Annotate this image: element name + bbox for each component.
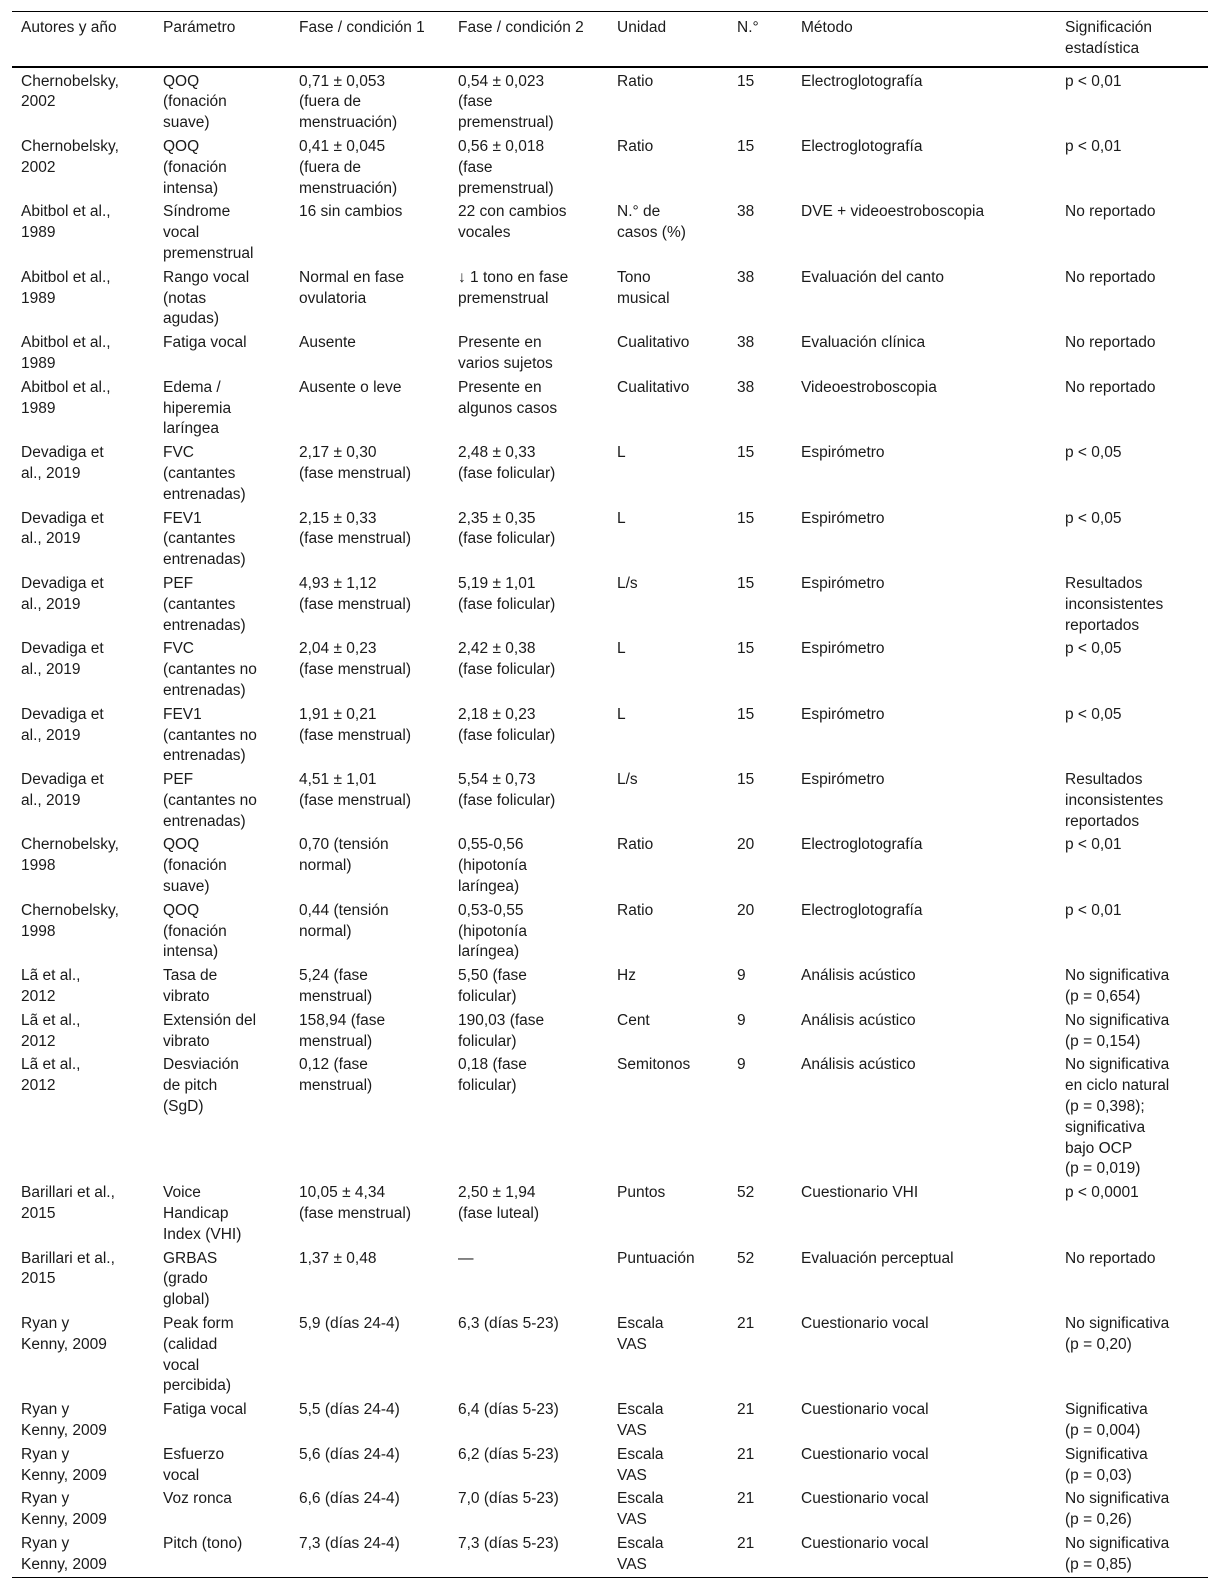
cell-parameter: Esfuerzo vocal [163,1445,225,1484]
cell-unit: Puntos [617,1184,666,1202]
cell-n: 15 [737,72,755,90]
cell-method: Videoestroboscopia [801,378,937,396]
cell-n: 15 [737,771,755,789]
cell-unit: Tono musical [617,268,670,307]
header-authors: Autores y año [21,19,117,36]
cell-significance: Resultados inconsistentes reportados [1065,574,1164,634]
cell-method: Evaluación clínica [801,334,926,352]
cell-authors: Ryan y Kenny, 2009 [21,1445,107,1484]
cell-condition-2: 2,18 ± 0,23 (fase folicular) [458,705,556,744]
cell-condition-2: 0,55-0,56 (hipotonía laríngea) [458,836,527,896]
cell-authors: Devadiga et al., 2019 [21,771,104,809]
cell-parameter: Desviación de pitch (SgD) [163,1056,239,1116]
cell-n: 15 [737,137,755,155]
cell-authors: Devadiga et al., 2019 [21,574,104,613]
cell-unit: L/s [617,771,638,789]
cell-authors: Lã et al., 2012 [21,1011,81,1050]
cell-condition-1: 6,6 (días 24-4) [299,1490,400,1508]
cell-condition-1: Ausente [299,334,356,352]
cell-condition-1: 10,05 ± 4,34 (fase menstrual) [299,1184,411,1223]
table-body [12,67,1208,1577]
cell-condition-1: 1,37 ± 0,48 [299,1249,377,1267]
cell-condition-1: 158,94 (fase menstrual) [299,1011,386,1050]
cell-significance: p < 0,01 [1065,901,1122,919]
table-row [12,67,1208,135]
header-parameter: Parámetro [163,19,236,36]
cell-parameter: QOQ (fonación intensa) [163,137,227,197]
cell-condition-2: 2,48 ± 0,33 (fase folicular) [458,444,556,482]
cell-parameter: FEV1 (cantantes no entrenadas) [163,705,257,765]
table-row [12,331,1208,376]
cell-unit: Cualitativo [617,378,690,396]
cell-unit: Escala VAS [617,1445,664,1484]
header-method: Método [801,19,853,36]
cell-condition-1: 0,12 (fase menstrual) [299,1056,373,1095]
cell-unit: L [617,444,626,462]
header-row [12,12,1208,67]
cell-parameter: QOQ (fonación intensa) [163,901,227,961]
cell-parameter: Peak form (calidad vocal percibida) [163,1315,234,1395]
cell-condition-1: 0,41 ± 0,045 (fuera de menstruación) [299,137,398,197]
table-row [12,1532,1208,1577]
cell-unit: Escala VAS [617,1315,664,1353]
cell-parameter: PEF (cantantes entrenadas) [163,574,246,634]
cell-unit: Escala VAS [617,1534,664,1573]
cell-unit: L [617,640,626,658]
cell-n: 20 [737,836,755,854]
cell-authors: Chernobelsky, 2002 [21,137,119,176]
cell-method: Espirómetro [801,640,885,658]
cell-condition-2: 5,19 ± 1,01 (fase folicular) [458,574,556,613]
cell-condition-2: 6,3 (días 5-23) [458,1315,559,1333]
cell-parameter: Voz ronca [163,1490,232,1508]
table-row [12,135,1208,200]
cell-unit: Cualitativo [617,334,690,352]
table-container [12,11,1208,1578]
table-row [12,441,1208,506]
cell-method: Cuestionario vocal [801,1490,929,1508]
cell-authors: Ryan y Kenny, 2009 [21,1490,107,1529]
table-row [12,1009,1208,1054]
cell-parameter: Fatiga vocal [163,1401,247,1419]
cell-unit: Ratio [617,836,654,854]
cell-condition-1: Normal en fase ovulatoria [299,268,405,307]
cell-significance: p < 0,05 [1065,509,1122,527]
cell-condition-2: 5,50 (fase folicular) [458,967,527,1006]
cell-condition-2: 0,54 ± 0,023 (fase premenstrual) [458,72,554,132]
cell-n: 21 [737,1401,755,1419]
cell-condition-1: 0,44 (tensión normal) [299,901,389,940]
cell-n: 21 [737,1445,755,1463]
cell-method: Electroglotografía [801,137,923,155]
cell-significance: p < 0,05 [1065,640,1122,658]
cell-n: 38 [737,378,755,396]
table-row [12,200,1208,265]
cell-parameter: PEF (cantantes no entrenadas) [163,771,257,830]
cell-significance: No significativa (p = 0,85) [1065,1534,1170,1573]
header-condition-1: Fase / condición 1 [299,19,425,36]
cell-authors: Lã et al., 2012 [21,967,81,1006]
cell-significance: Significativa (p = 0,004) [1065,1401,1148,1439]
cell-authors: Barillari et al., 2015 [21,1184,115,1223]
cell-parameter: Tasa de vibrato [163,967,218,1006]
cell-condition-2: — [458,1249,474,1267]
cell-parameter: Extensión del vibrato [163,1011,257,1050]
cell-condition-2: 6,2 (días 5-23) [458,1445,559,1463]
cell-n: 15 [737,640,755,658]
cell-significance: p < 0,05 [1065,444,1122,462]
cell-authors: Ryan y Kenny, 2009 [21,1401,107,1439]
cell-method: Cuestionario vocal [801,1315,929,1333]
table-row [12,572,1208,637]
cell-condition-2: 7,3 (días 5-23) [458,1534,559,1552]
cell-parameter: Síndrome vocal premenstrual [163,203,254,262]
cell-unit: Ratio [617,901,654,919]
cell-n: 52 [737,1184,755,1202]
cell-significance: No reportado [1065,378,1156,396]
cell-n: 21 [737,1490,755,1508]
cell-method: Espirómetro [801,574,885,592]
table-row [12,1181,1208,1246]
table-row [12,899,1208,964]
cell-n: 21 [737,1315,755,1333]
cell-n: 15 [737,444,755,462]
cell-condition-1: 5,5 (días 24-4) [299,1401,400,1419]
cell-parameter: QOQ (fonación suave) [163,836,227,896]
cell-method: Cuestionario vocal [801,1534,929,1552]
cell-authors: Devadiga et al., 2019 [21,640,104,679]
cell-significance: p < 0,0001 [1065,1184,1139,1202]
cell-parameter: Edema / hiperemia laríngea [163,378,232,438]
cell-condition-1: 2,17 ± 0,30 (fase menstrual) [299,444,411,482]
header-unit: Unidad [617,19,667,36]
cell-unit: L/s [617,574,638,592]
cell-method: Evaluación del canto [801,268,945,286]
cell-unit: L [617,705,626,723]
cell-method: Análisis acústico [801,967,916,985]
table-row [12,833,1208,898]
table-row [12,703,1208,768]
cell-unit: Cent [617,1011,650,1029]
cell-authors: Abitbol et al., 1989 [21,378,111,417]
cell-significance: No reportado [1065,1249,1156,1267]
cell-condition-2: 2,42 ± 0,38 (fase folicular) [458,640,556,679]
cell-parameter: FVC (cantantes entrenadas) [163,444,246,503]
cell-n: 15 [737,574,755,592]
cell-significance: No reportado [1065,268,1156,286]
cell-unit: Ratio [617,72,654,90]
cell-condition-2: 7,0 (días 5-23) [458,1490,559,1508]
cell-authors: Abitbol et al., 1989 [21,203,111,242]
cell-method: Cuestionario vocal [801,1445,929,1463]
cell-unit: Semitonos [617,1056,691,1074]
cell-condition-2: 6,4 (días 5-23) [458,1401,559,1419]
cell-condition-2: 5,54 ± 0,73 (fase folicular) [458,771,556,809]
cell-authors: Lã et al., 2012 [21,1056,81,1095]
cell-condition-2: 190,03 (fase folicular) [458,1011,545,1050]
table-row [12,1398,1208,1443]
table-row [12,768,1208,833]
cell-parameter: FEV1 (cantantes entrenadas) [163,509,246,569]
cell-condition-1: 2,15 ± 0,33 (fase menstrual) [299,509,411,548]
cell-significance: Significativa (p = 0,03) [1065,1445,1148,1484]
cell-significance: p < 0,01 [1065,72,1122,90]
cell-method: Espirómetro [801,705,885,723]
cell-significance: No reportado [1065,334,1156,352]
table-row [12,266,1208,331]
cell-condition-2: 22 con cambios vocales [458,203,567,242]
cell-authors: Chernobelsky, 2002 [21,72,119,111]
cell-condition-2: ↓ 1 tono en fase premenstrual [458,268,569,307]
cell-n: 9 [737,1056,746,1074]
cell-method: Evaluación perceptual [801,1249,954,1267]
cell-unit: N.° de casos (%) [617,203,686,242]
table-row [12,1487,1208,1532]
cell-n: 52 [737,1249,755,1267]
cell-significance: p < 0,05 [1065,705,1122,723]
cell-n: 38 [737,334,755,352]
cell-parameter: Rango vocal (notas agudas) [163,268,250,328]
cell-authors: Abitbol et al., 1989 [21,334,111,372]
cell-unit: Hz [617,967,636,985]
cell-n: 38 [737,268,755,286]
cell-condition-2: 2,35 ± 0,35 (fase folicular) [458,509,556,548]
cell-condition-2: 0,56 ± 0,018 (fase premenstrual) [458,137,554,197]
header-n: N.° [737,19,759,36]
cell-significance: No significativa (p = 0,20) [1065,1315,1170,1353]
cell-authors: Devadiga et al., 2019 [21,444,104,482]
cell-significance: No significativa (p = 0,654) [1065,967,1170,1006]
cell-authors: Chernobelsky, 1998 [21,901,119,940]
cell-condition-1: 5,24 (fase menstrual) [299,967,373,1006]
cell-condition-1: 7,3 (días 24-4) [299,1534,400,1552]
cell-authors: Devadiga et al., 2019 [21,509,104,548]
cell-significance: No significativa (p = 0,26) [1065,1490,1170,1529]
cell-authors: Ryan y Kenny, 2009 [21,1315,107,1353]
table-row [12,964,1208,1009]
cell-condition-2: 0,53-0,55 (hipotonía laríngea) [458,901,527,961]
cell-n: 20 [737,901,755,919]
cell-n: 21 [737,1534,755,1552]
cell-unit: L [617,509,626,527]
cell-condition-2: 2,50 ± 1,94 (fase luteal) [458,1184,539,1223]
cell-authors: Abitbol et al., 1989 [21,268,111,307]
data-table [12,11,1208,1578]
cell-method: DVE + videoestroboscopia [801,203,985,221]
header-significance: Significación estadística [1065,19,1153,57]
cell-method: Electroglotografía [801,72,923,90]
cell-method: Análisis acústico [801,1011,916,1029]
cell-n: 9 [737,967,746,985]
cell-n: 9 [737,1011,746,1029]
cell-condition-2: Presente en algunos casos [458,378,558,417]
cell-method: Electroglotografía [801,836,923,854]
cell-method: Espirómetro [801,444,885,462]
cell-method: Análisis acústico [801,1056,916,1074]
cell-authors: Chernobelsky, 1998 [21,836,119,875]
cell-parameter: QOQ (fonación suave) [163,72,227,132]
cell-condition-1: 16 sin cambios [299,203,403,221]
cell-unit: Escala VAS [617,1401,664,1439]
cell-authors: Barillari et al., 2015 [21,1249,115,1288]
cell-significance: Resultados inconsistentes reportados [1065,771,1164,830]
cell-unit: Puntuación [617,1249,695,1267]
header-condition-2: Fase / condición 2 [458,19,584,36]
cell-parameter: GRBAS (grado global) [163,1249,218,1309]
table-row [12,507,1208,572]
cell-method: Electroglotografía [801,901,923,919]
cell-condition-1: 5,6 (días 24-4) [299,1445,400,1463]
table-row [12,1053,1208,1181]
table-row [12,1312,1208,1398]
cell-condition-1: 0,70 (tensión normal) [299,836,389,875]
cell-parameter: Fatiga vocal [163,334,247,352]
cell-significance: p < 0,01 [1065,836,1122,854]
cell-n: 15 [737,509,755,527]
table-row [12,1247,1208,1312]
cell-unit: Ratio [617,137,654,155]
cell-significance: No significativa en ciclo natural (p = 0,398); significativa bajo OCP (p = 0,019) [1065,1056,1170,1178]
cell-unit: Escala VAS [617,1490,664,1529]
cell-parameter: FVC (cantantes no entrenadas) [163,640,257,699]
cell-condition-1: 5,9 (días 24-4) [299,1315,400,1333]
cell-significance: p < 0,01 [1065,137,1122,155]
table-row [12,1443,1208,1488]
cell-condition-1: Ausente o leve [299,378,402,396]
cell-condition-1: 4,51 ± 1,01 (fase menstrual) [299,771,411,809]
cell-method: Espirómetro [801,771,885,789]
table-row [12,376,1208,441]
table-row [12,637,1208,702]
cell-n: 38 [737,203,755,221]
cell-n: 15 [737,705,755,723]
cell-significance: No reportado [1065,203,1156,221]
cell-method: Espirómetro [801,509,885,527]
cell-condition-1: 1,91 ± 0,21 (fase menstrual) [299,705,411,744]
cell-parameter: Voice Handicap Index (VHI) [163,1184,242,1243]
cell-authors: Ryan y Kenny, 2009 [21,1534,107,1573]
cell-authors: Devadiga et al., 2019 [21,705,104,744]
cell-significance: No significativa (p = 0,154) [1065,1011,1170,1050]
cell-method: Cuestionario vocal [801,1401,929,1419]
cell-condition-1: 4,93 ± 1,12 (fase menstrual) [299,574,411,613]
cell-parameter: Pitch (tono) [163,1534,243,1552]
cell-condition-1: 2,04 ± 0,23 (fase menstrual) [299,640,411,679]
cell-condition-2: Presente en varios sujetos [458,334,553,372]
cell-condition-1: 0,71 ± 0,053 (fuera de menstruación) [299,72,398,132]
cell-condition-2: 0,18 (fase folicular) [458,1056,527,1095]
cell-method: Cuestionario VHI [801,1184,919,1202]
